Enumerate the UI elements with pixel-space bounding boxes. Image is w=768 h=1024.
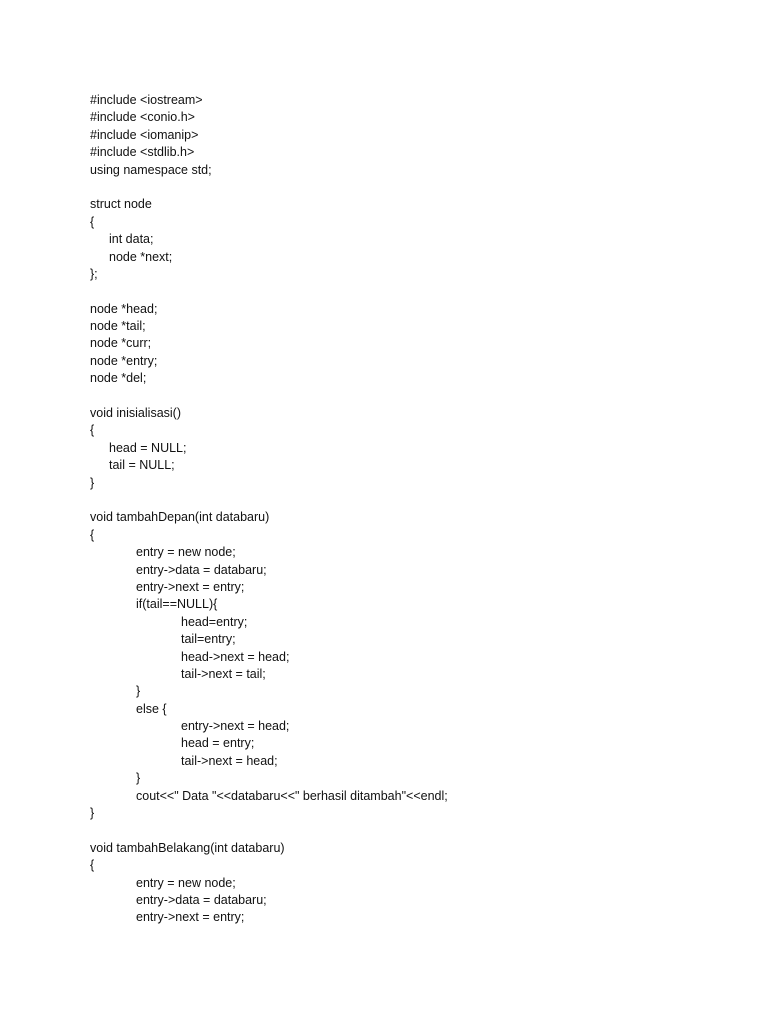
code-line: node *del;	[90, 371, 147, 386]
code-line: node *curr;	[90, 336, 152, 351]
code-line: using namespace std;	[90, 162, 212, 177]
code-line: entry->next = entry;	[136, 910, 245, 925]
code-line: tail = NULL;	[109, 458, 175, 473]
code-line: #include <stdlib.h>	[90, 145, 195, 160]
code-line: entry->data = databaru;	[136, 562, 267, 577]
code-line: else {	[136, 701, 167, 716]
blank-line	[90, 822, 730, 839]
code-line: if(tail==NULL){	[136, 597, 218, 612]
code-line: node *next;	[109, 249, 173, 264]
code-line: head=entry;	[181, 614, 248, 629]
code-line: void inisialisasi()	[90, 406, 181, 421]
blank-line	[90, 492, 730, 509]
blank-line	[90, 283, 730, 300]
code-line: {	[90, 527, 95, 542]
code-line: };	[90, 266, 98, 281]
code-line: entry->next = entry;	[136, 579, 245, 594]
code-line: node *tail;	[90, 319, 146, 334]
code-line: tail->next = head;	[181, 753, 278, 768]
code-line: entry = new node;	[136, 875, 236, 890]
code-listing	[90, 92, 730, 927]
code-line: void tambahBelakang(int databaru)	[90, 840, 285, 855]
code-line: #include <iomanip>	[90, 127, 199, 142]
code-line: tail=entry;	[181, 632, 236, 647]
code-line: {	[90, 423, 95, 438]
code-line: }	[90, 475, 95, 490]
code-line: cout<<" Data "<<databaru<<" berhasil ditambah"<<endl;	[136, 788, 448, 803]
code-line: head = NULL;	[109, 440, 187, 455]
code-line: entry->data = databaru;	[136, 892, 267, 907]
code-line: head = entry;	[181, 736, 255, 751]
code-line: head->next = head;	[181, 649, 290, 664]
code-line: }	[136, 771, 141, 786]
code-line: node *head;	[90, 301, 158, 316]
blank-line	[90, 179, 730, 196]
code-line: void tambahDepan(int databaru)	[90, 510, 270, 525]
code-line: tail->next = tail;	[181, 666, 266, 681]
code-line: node *entry;	[90, 353, 158, 368]
code-line: {	[90, 214, 95, 229]
code-line: #include <iostream>	[90, 93, 203, 107]
code-line: entry->next = head;	[181, 719, 290, 734]
code-line: }	[136, 684, 141, 699]
code-line: #include <conio.h>	[90, 110, 195, 125]
code-line: {	[90, 858, 95, 873]
code-line: }	[90, 806, 95, 821]
blank-line	[90, 388, 730, 405]
code-line: entry = new node;	[136, 545, 236, 560]
code-line: int data;	[109, 232, 154, 247]
code-line: struct node	[90, 197, 152, 212]
